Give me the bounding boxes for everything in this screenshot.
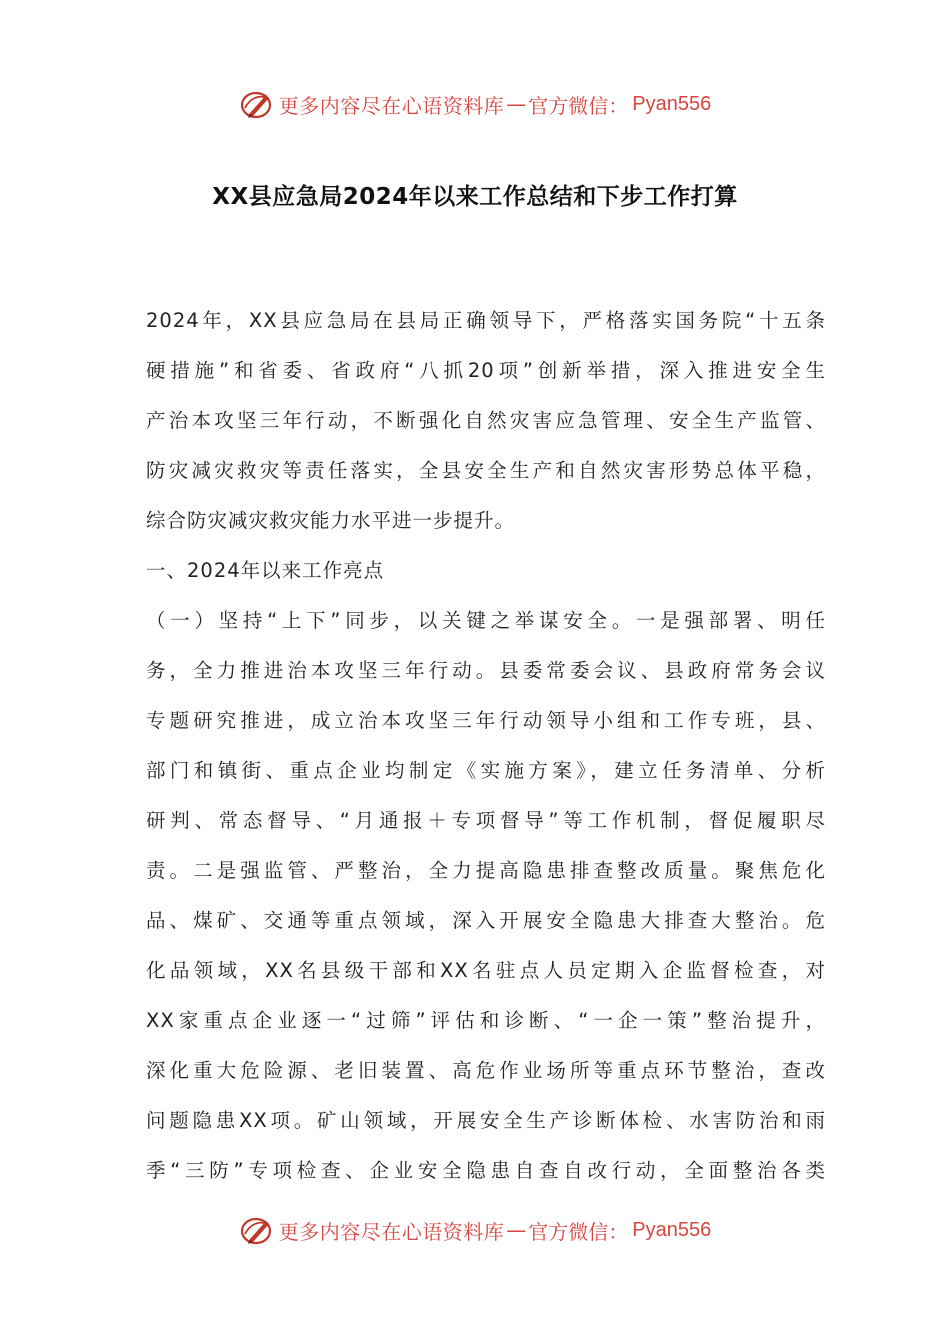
- watermark-banner-bottom: [0, 1208, 950, 1252]
- watermark-dash: —: [506, 1218, 527, 1242]
- body-line: 综合防灾减灾救灾能力水平进一步提升。: [146, 509, 516, 532]
- watermark-text: 更多内容尽在心语资料库: [278, 93, 505, 118]
- body-line: 防灾减灾救灾等责任落实，全县安全生产和自然灾害形势总体平稳，: [146, 459, 826, 482]
- body-line: 产治本攻坚三年行动，不断强化自然灾害应急管理、安全生产监管、: [146, 409, 826, 432]
- watermark-wechat-id: Pyan556: [632, 92, 712, 115]
- watermark-banner-top: [0, 82, 950, 126]
- section-heading: 一、2024年以来工作亮点: [146, 559, 385, 582]
- document-body: [146, 296, 826, 1196]
- body-line: 专题研究推进，成立治本攻坚三年行动领导小组和工作专班，县、: [146, 709, 826, 732]
- body-line: 品、煤矿、交通等重点领域，深入开展安全隐患大排查大整治。危: [146, 909, 826, 932]
- body-line: 部门和镇街、重点企业均制定《实施方案》，建立任务清单、分析: [146, 759, 826, 782]
- pen-swirl-logo-icon: [239, 1212, 275, 1248]
- body-line: 化品领域，XX名县级干部和XX名驻点人员定期入企监督检查，对: [146, 959, 826, 982]
- body-line: 责。二是强监管、严整治，全力提高隐患排查整改质量。聚焦危化: [146, 859, 826, 882]
- watermark-wechat-label: 官方微信：: [528, 1219, 629, 1244]
- document-title: XX县应急局2024年以来工作总结和下步工作打算: [212, 184, 738, 210]
- watermark-wechat-id: Pyan556: [632, 1218, 712, 1241]
- body-line: （一）坚持“上下”同步，以关键之举谋安全。一是强部署、明任: [146, 609, 826, 632]
- watermark-text: 更多内容尽在心语资料库: [278, 1219, 505, 1244]
- body-line: 2024年，XX县应急局在县局正确领导下，严格落实国务院“十五条: [146, 309, 826, 332]
- body-line: 季“三防”专项检查、企业安全隐患自查自改行动，全面整治各类: [146, 1159, 826, 1182]
- body-line: 研判、常态督导、“月通报＋专项督导”等工作机制，督促履职尽: [146, 809, 826, 832]
- watermark-dash: —: [506, 92, 527, 116]
- body-line: 务，全力推进治本攻坚三年行动。县委常委会议、县政府常务会议: [146, 659, 826, 682]
- body-line: 硬措施”和省委、省政府“八抓20项”创新举措，深入推进安全生: [146, 359, 826, 382]
- watermark-wechat-label: 官方微信：: [528, 93, 629, 118]
- body-line: 问题隐患XX项。矿山领域，开展安全生产诊断体检、水害防治和雨: [146, 1109, 826, 1132]
- body-line: XX家重点企业逐一“过筛”评估和诊断、“一企一策”整治提升，: [146, 1009, 826, 1032]
- pen-swirl-logo-icon: [239, 86, 275, 122]
- body-line: 深化重大危险源、老旧装置、高危作业场所等重点环节整治，查改: [146, 1059, 826, 1082]
